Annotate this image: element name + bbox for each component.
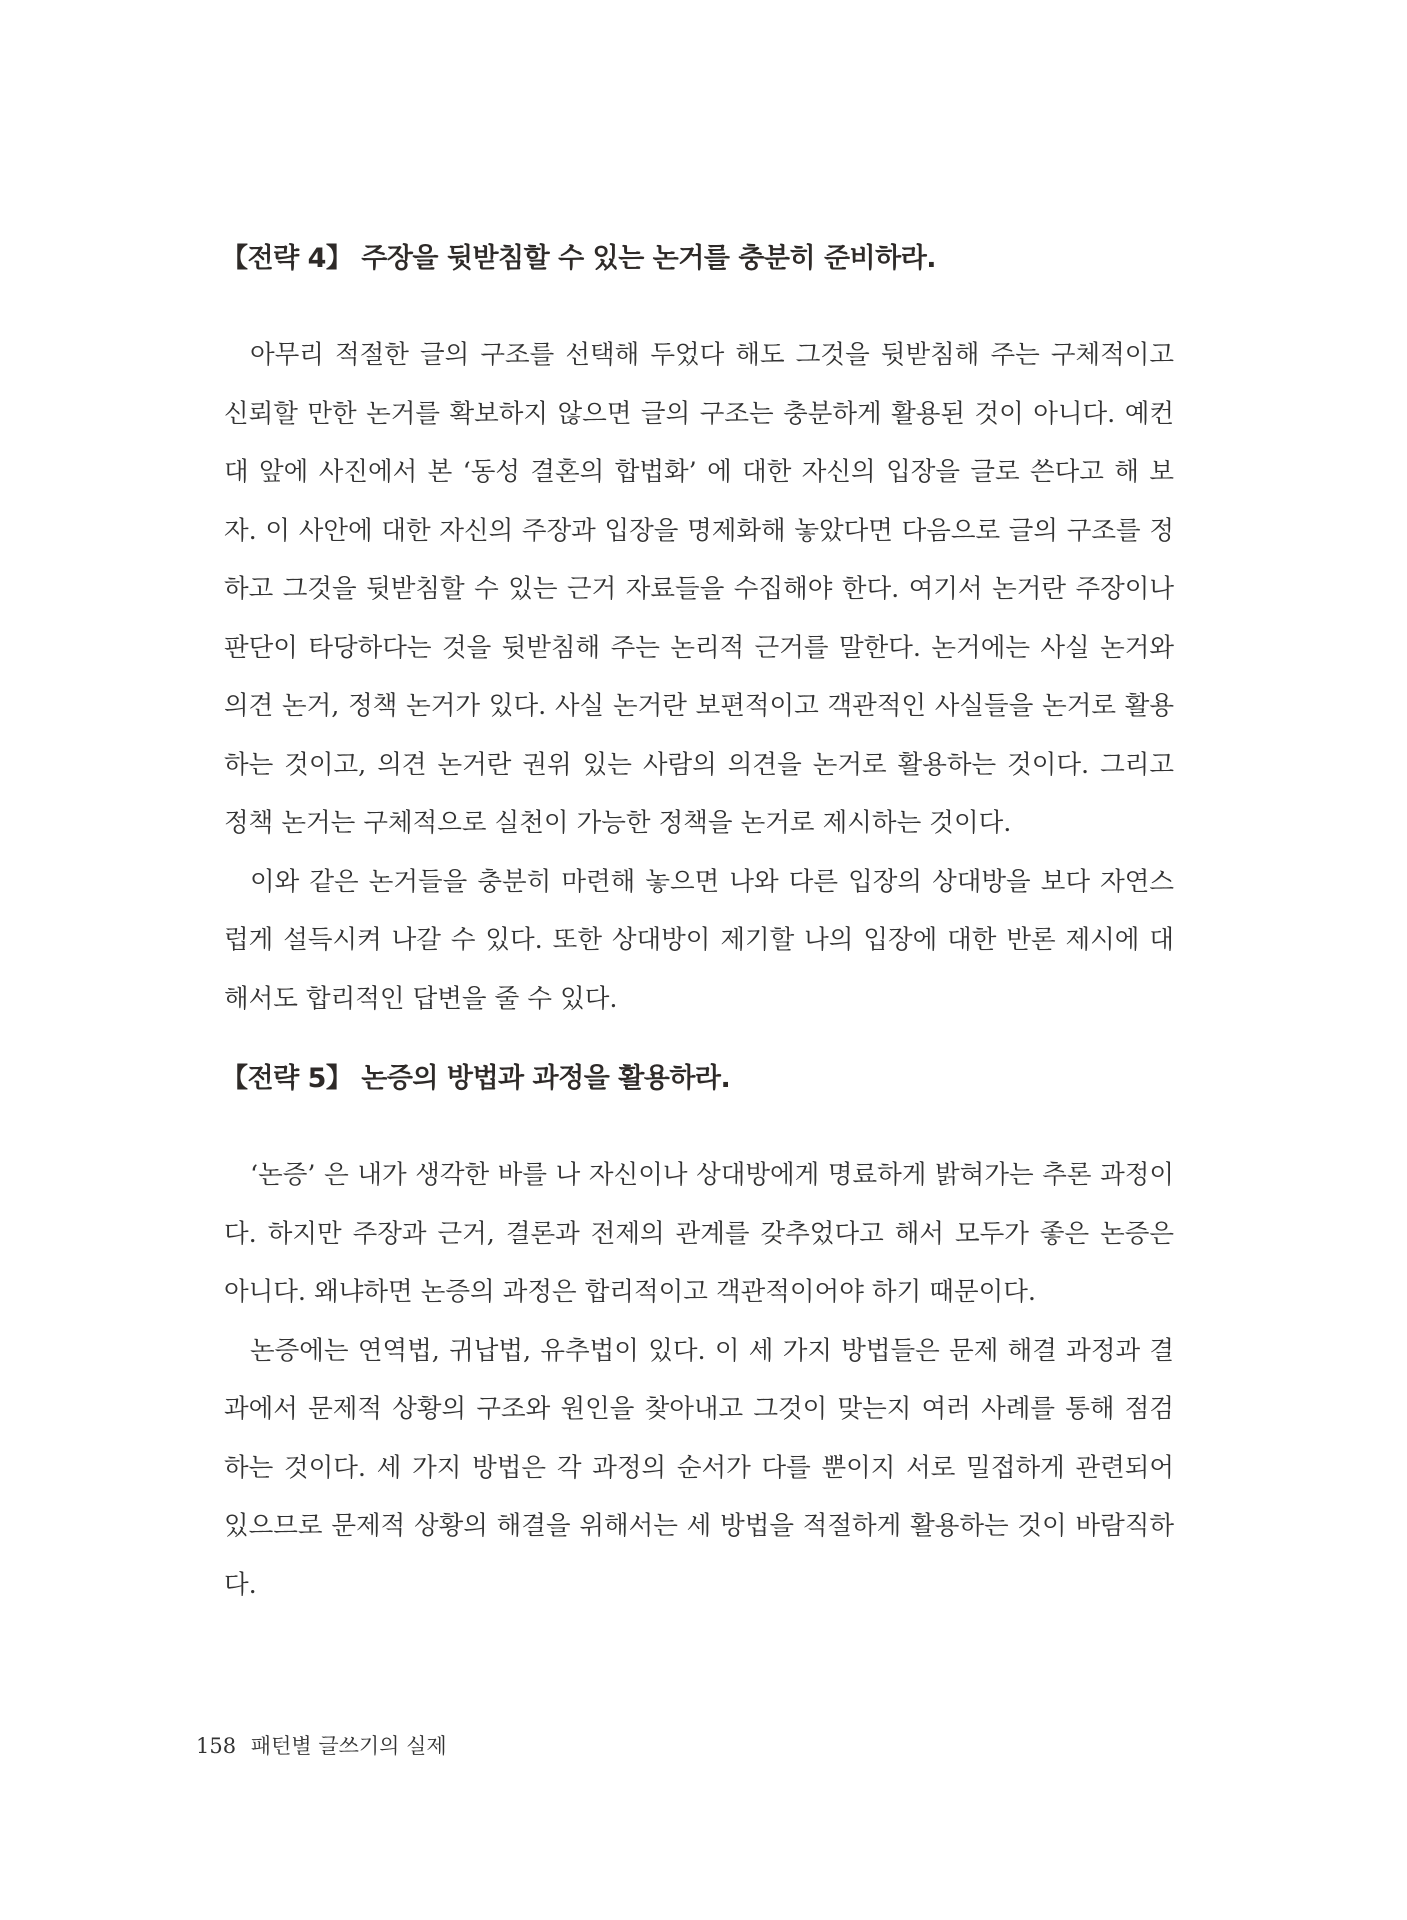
- paragraph: ‘논증’ 은 내가 생각한 바를 나 자신이나 상대방에게 명료하게 밝혀가는 추론 과정이다. 하지만 주장과 근거, 결론과 전제의 관계를 갖추었다고 해서 모두가 좋은 논증은 아니다. 왜냐하면 논증의 과정은 합리적이고 객관적이어야 하기 때문이다.: [224, 1160, 1174, 1307]
- section-heading-strategy-5: 【전략 5】 논증의 방법과 과정을 활용하라.: [221, 1063, 731, 1094]
- section-body-strategy-5: [224, 1146, 1174, 1614]
- page-number: 158: [196, 1734, 237, 1758]
- running-title: 패턴별 글쓰기의 실제: [250, 1734, 447, 1758]
- page-footer: [196, 1730, 447, 1760]
- section-body-strategy-4: [224, 326, 1174, 1028]
- section-heading-strategy-4: 【전략 4】 주장을 뒷받침할 수 있는 논거를 충분히 준비하라.: [221, 243, 937, 274]
- paragraph: 아무리 적절한 글의 구조를 선택해 두었다 해도 그것을 뒷받침해 주는 구체적이고 신뢰할 만한 논거를 확보하지 않으면 글의 구조는 충분하게 활용된 것이 아니다. 예컨대 앞에 사진에서 본 ‘동성 결혼의 합법화’ 에 대한 자신의 입장을 글로 쓴다고 해 보자. 이 사안에 대한 자신의 주장과 입장을 명제화해 놓았다면 다음으로 글의 구조를 정하고 그것을 뒷받침할 수 있는 근거 자료들을 수집해야 한다. 여기서 논거란 주장이나 판단이 타당하다는 것을 뒷받침해 주는 논리적 근거를 말한다. 논거에는 사실 논거와 의견 논거, 정책 논거가 있다. 사실 논거란 보편적이고 객관적인 사실들을 논거로 활용하는 것이고, 의견 논거란 권위 있는 사람의 의견을 논거로 활용하는 것이다. 그리고 정책 논거는 구체적으로 실천이 가능한 정책을 논거로 제시하는 것이다.: [224, 340, 1174, 838]
- paragraph: 논증에는 연역법, 귀납법, 유추법이 있다. 이 세 가지 방법들은 문제 해결 과정과 결과에서 문제적 상황의 구조와 원인을 찾아내고 그것이 맞는지 여러 사례를 통해 점검하는 것이다. 세 가지 방법은 각 과정의 순서가 다를 뿐이지 서로 밀접하게 관련되어 있으므로 문제적 상황의 해결을 위해서는 세 방법을 적절하게 활용하는 것이 바람직하다.: [224, 1335, 1174, 1600]
- paragraph: 이와 같은 논거들을 충분히 마련해 놓으면 나와 다른 입장의 상대방을 보다 자연스럽게 설득시켜 나갈 수 있다. 또한 상대방이 제기할 나의 입장에 대한 반론 제시에 대해서도 합리적인 답변을 줄 수 있다.: [224, 866, 1174, 1014]
